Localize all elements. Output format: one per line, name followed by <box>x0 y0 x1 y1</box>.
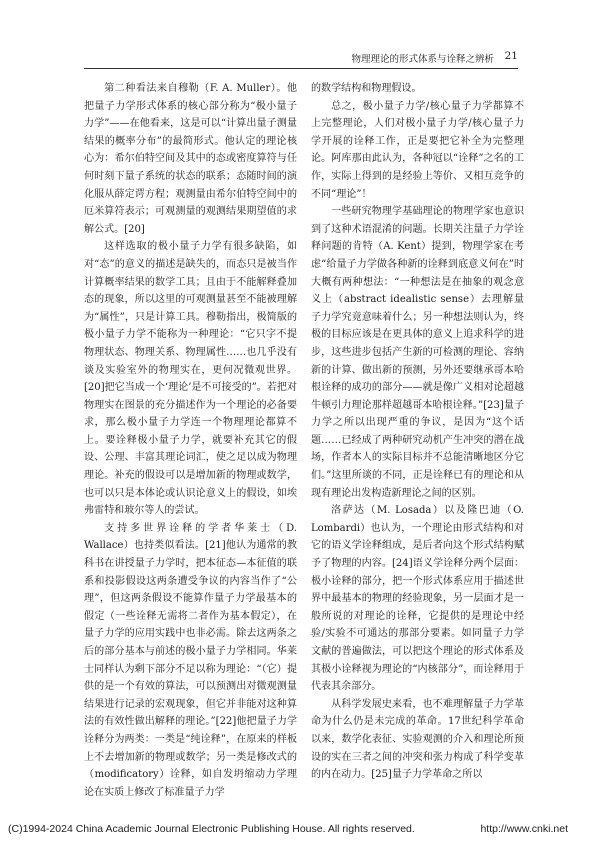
body-columns <box>84 80 524 798</box>
paragraph: 洛萨达（M. Losada）以及隆巴迪（O. Lombardi）也认为，一个理论由形式结构和对它的语义学诠释组成，是后者向这个形式结构赋予了物理的内容。[24]语义学诠释分两个层面：极小诠释的部分，把一个形式体系应用于描述世界中最基本的物理的经验现象，另一层面才是一般所说的对理论的诠释，它提供的是理论中经验/实验不可通达的那部分要素。如同量子力学文献的普遍做法，可以把这个理论的形式体系及其极小诠释视为理论的“内核部分”，而诠释用于代表其余部分。 <box>311 505 524 693</box>
page-footer <box>0 823 600 839</box>
publisher-url: http://www.cnki.net <box>480 823 568 835</box>
paragraph: 这样选取的极小量子力学有很多缺陷，如对“态”的意义的描述是缺失的，而态只是被当作计算概率结果的数学工具；且由于不能解释叠加态的现象，所以这里的可观测量甚至不能被理解为“属性”，只是计算工具。穆勒指出，极简版的极小量子力学不能称为一种理论：“它只字不提物理状态、物理关系、物理属性……也几乎没有谈及实验室外的物理实在，更何况微观世界。[20]把它当成一个‘理论’是不可接受的”。若把对物理实在图景的充分描述作为一个理论的必备要求，那么极小量子力学连一个物理理论都算不上。要诠释极小量子力学，就要补充其它的假设、公理、丰富其理论词汇，使之足以成为物理理论。补充的假设可以是增加新的物理或数学，也可以只是本体论或认识论意义上的假设，如埃弗雷特和玻尔等人的尝试。 <box>84 241 297 517</box>
page-number: 21 <box>504 50 518 62</box>
paragraph: 总之，极小量子力学/核心量子力学都算不上完整理论，人们对极小量子力学/核心量子力学开展的诠释工作，正是要把它补全为完整理论。阿库那由此认为，各种冠以“诠释”之名的工作，实际上得到的是经验上等价、又相互竞争的不同“理论”！ <box>311 100 524 200</box>
running-title: 物理理论的形式体系与诠释之辨析 <box>351 54 494 65</box>
paragraph: 的数学结构和物理假设。 <box>311 83 422 94</box>
running-header <box>84 50 518 69</box>
right-column <box>311 80 524 781</box>
paragraph: 支持多世界诠释的学者华莱士（D. Wallace）也持类似看法。[21]他认为通常的教科书在讲授量子力学时，把本征态—本征值的联系和投影假设这两条遭受争议的内容当作了“公理”，但这两条假设不能算作量子力学最基本的假定（一些诠释无需将二者作为基本假定），在量子力学的应用实践中也非必需。除去这两条之后的部分基本与前述的极小量子力学相同。华莱士同样认为剩下部分不足以称为理论：“（它）提供的是一个有效的算法，可以预测出对微观测量结果进行记录的宏观现象，但它并非能对这种算法的有效性做出解释的理论。”[22]他把量子力学诠释分为两类：一类是“纯诠释”，在原来的样板上不去增加新的物理或数学；另一类是修改式的（modificatory）诠释，如自发坍缩动力学理论在实质上修改了标准量子力学 <box>84 522 297 798</box>
left-column <box>84 80 297 798</box>
copyright-notice: (C)1994-2024 China Academic Journal Electronic Publishing House. All rights reserved. <box>8 823 415 835</box>
paragraph: 第二种看法来自穆勒（F. A. Muller）。他把量子力学形式体系的核心部分称为“极小量子力学”——在他看来，这是可以“计算出量子测量结果的概率分布”的最简形式。他认定的理论核心为：希尔伯特空间及其中的态或密度算符与任何时刻下量子系统的状态的联系；态随时间的演化服从薛定谔方程；观测量由希尔伯特空间中的厄米算符表示；可观测量的观测结果期望值的求解公式。[20] <box>84 83 297 235</box>
paragraph: 一些研究物理学基础理论的物理学家也意识到了这种术语混淆的问题。长期关注量子力学诠释问题的肯特（A. Kent）提到，物理学家在考虑“给量子力学做各种新的诠释到底意义何在”时大概有两种想法：“一种想法是在抽象的观念意义上（abstract idealistic sense）去理解量子力学究竟意味着什么；另一种想法则认为，终极的目标应该是在更具体的意义上追求科学的进步，这些进步包括产生新的可检测的理论、容纳新的计算、做出新的预测，另外还要继承哥本哈根诠释的成功的部分——就是像广义相对论超越牛顿引力理论那样超越哥本哈根诠释。”[23]量子力学之所以出现严重的争议，是因为“这个话题……已经成了两种研究动机产生冲突的潜在战场，作者本人的实际目标并不总能清晰地区分它们。”这里所谈的不同，正是诠释已有的理论和从现有理论出发构造新理论之间的区别。 <box>311 206 524 499</box>
paragraph: 从科学发展史来看，也不难理解量子力学革命为什么仍是未完成的革命。17世纪科学革命以来，数学化表征、实验观测的介入和理论所预设的实在三者之间的冲突和张力构成了科学变革的内在动力。[25]量子力学革命之所以 <box>311 698 524 781</box>
